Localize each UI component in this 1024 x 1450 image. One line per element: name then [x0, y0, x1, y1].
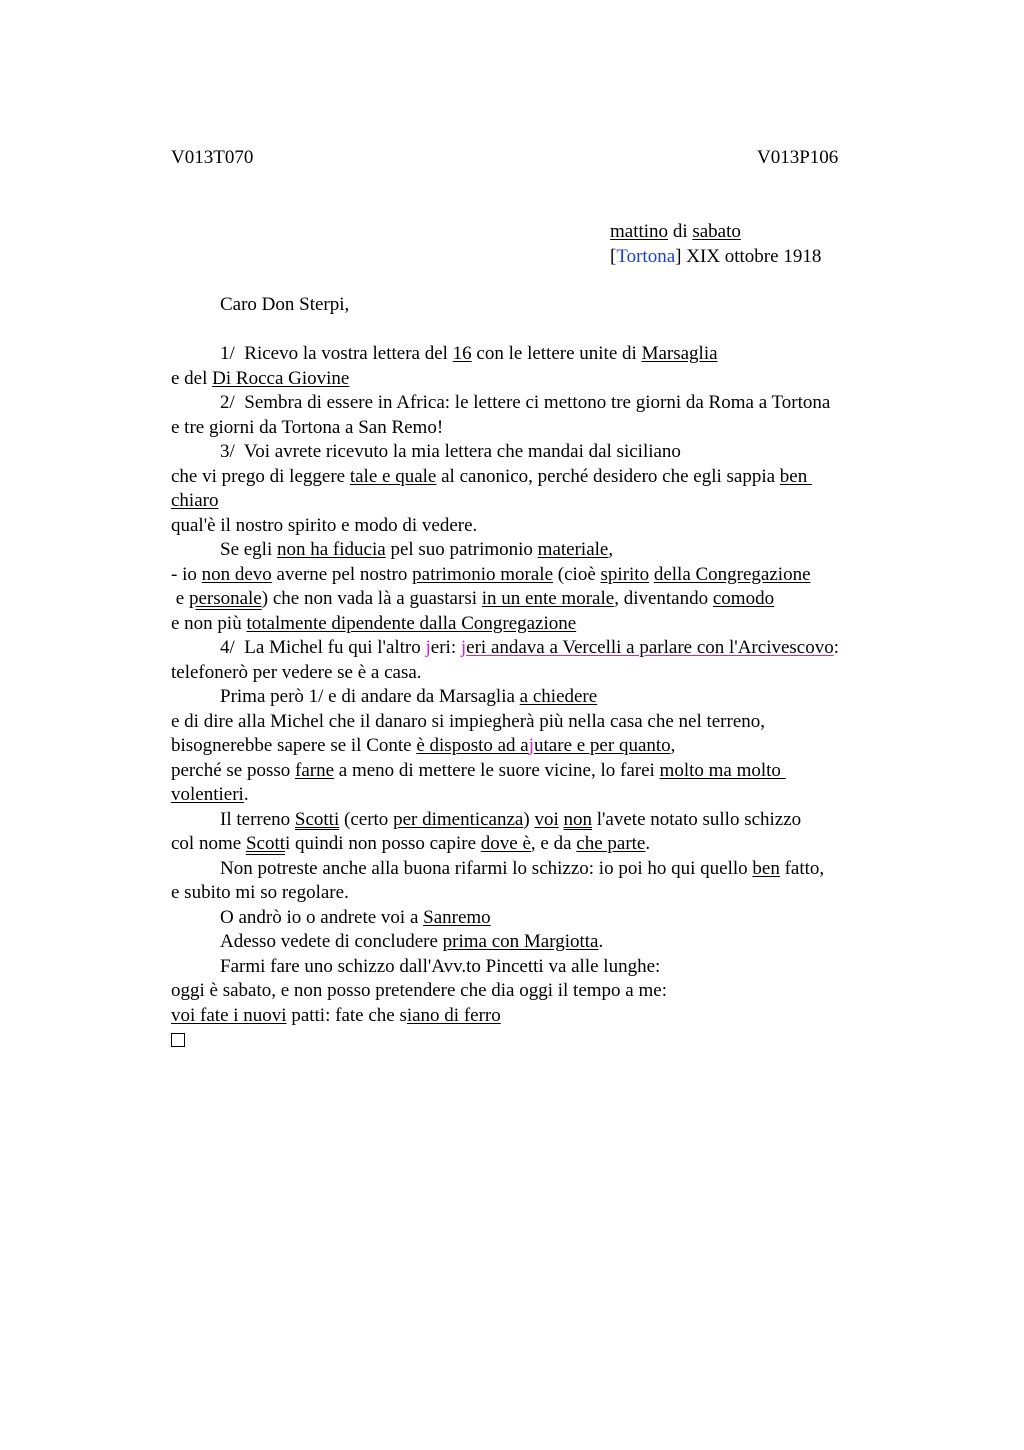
- letter-line: telefonerò per vedere se è a casa.: [171, 661, 422, 683]
- text: con le lettere unite di: [471, 343, 642, 364]
- text: Se egli: [220, 539, 277, 560]
- underlined-text: voi fate i nuovi: [171, 1004, 287, 1026]
- text: bisognerebbe sapere se il Conte: [171, 735, 417, 756]
- underlined-text: che parte: [576, 833, 646, 854]
- text: , diventando: [614, 588, 713, 609]
- underlined-text: volentieri: [171, 784, 244, 805]
- letter-line: e subito mi so regolare.: [171, 882, 349, 903]
- text: Non potreste anche alla buona rifarmi lo schizzo: io poi ho qui quello: [220, 857, 753, 879]
- date-morning: mattino: [610, 221, 669, 242]
- text: ) che non vada là a guastarsi: [261, 588, 482, 609]
- letter-line: [171, 538, 931, 563]
- letter-body: [171, 293, 931, 1055]
- text: Adesso vedete di concludere: [220, 931, 443, 952]
- underlined-text: Marsaglia: [641, 343, 718, 364]
- text: patti: fate che s: [286, 1004, 407, 1026]
- text: 1/ Ricevo la vostra lettera del: [220, 343, 453, 364]
- underlined-text: non devo: [201, 563, 272, 585]
- underlined-text: 16: [452, 343, 472, 364]
- letter-line: [171, 563, 931, 588]
- text: ,: [670, 735, 676, 756]
- underlined-text: farne: [295, 759, 335, 781]
- highlighted-letter: j: [425, 637, 431, 658]
- text: :: [833, 637, 840, 658]
- letter-line: [171, 759, 931, 784]
- double-underlined-text: Scotti: [294, 808, 340, 830]
- text: perché se posso: [171, 759, 295, 781]
- text: fatto,: [779, 857, 825, 879]
- letter-line: [171, 857, 931, 882]
- date-line-1: [610, 220, 821, 245]
- underlined-text: spirito: [600, 563, 650, 585]
- letter-line: [171, 930, 931, 955]
- underlined-text: tale e quale: [349, 465, 437, 487]
- letter-line: [171, 906, 931, 931]
- letter-line: [171, 832, 931, 857]
- underlined-text: in un ente morale: [481, 588, 615, 609]
- text: i quindi non posso capire: [285, 833, 481, 854]
- underlined-text: chiaro: [171, 490, 219, 511]
- underlined-text: dove è: [480, 833, 531, 854]
- date-bracket-close: ]: [675, 245, 682, 267]
- text: .: [645, 833, 651, 854]
- letter-line: 2/ Sembra di essere in Africa: le lettere ci mettono tre giorni da Roma a Tortona: [220, 392, 831, 413]
- text: che vi prego di leggere: [171, 465, 350, 487]
- underlined-text: comodo: [712, 588, 775, 609]
- underlined-text: prima con Margiotta: [442, 931, 599, 952]
- text: .: [243, 784, 249, 805]
- text: Prima però 1/ e di andare da Marsaglia: [220, 686, 520, 707]
- letter-line: [171, 489, 931, 514]
- underlined-text: voi: [534, 808, 559, 830]
- underlined-text: totalmente dipendente dalla Congregazione: [246, 612, 577, 634]
- text: al canonico, perché desidero che egli sappia: [436, 465, 780, 487]
- underlined-text: Sanremo: [423, 906, 491, 928]
- double-underlined-text: non: [563, 808, 592, 830]
- double-underlined-text: personale: [188, 588, 262, 609]
- letter-line: [171, 1028, 931, 1055]
- text: - io: [171, 563, 202, 585]
- date-day: sabato: [692, 221, 741, 242]
- letter-line: e tre giorni da Tortona a San Remo!: [171, 416, 444, 438]
- date-bracket-open: [: [610, 245, 617, 267]
- text: e: [171, 588, 189, 609]
- underlined-text: molto ma molto: [659, 759, 786, 781]
- text: e del: [171, 367, 213, 389]
- text: ,: [608, 539, 614, 560]
- underlined-text: Di Rocca Giovine: [212, 367, 350, 389]
- document-code-left: V013T070: [171, 147, 254, 168]
- underlined-text: non ha fiducia: [277, 539, 386, 560]
- text: , e da: [530, 833, 577, 854]
- text: 4/ La Michel fu qui l'altro: [220, 637, 426, 658]
- text: a meno di mettere le suore vicine, lo farei: [334, 759, 660, 781]
- letter-line: [171, 465, 931, 490]
- date-text: di: [668, 221, 693, 242]
- underlined-text: a chiedere: [519, 686, 598, 707]
- underlined-text: patrimonio morale: [412, 563, 554, 585]
- text: pel suo patrimonio: [385, 539, 538, 560]
- text: Il terreno: [220, 808, 295, 830]
- text: col nome: [171, 833, 246, 854]
- salutation: Caro Don Sterpi,: [220, 294, 350, 315]
- underlined-text: ben: [752, 857, 780, 879]
- text: O andrò io o andrete voi a: [220, 906, 424, 928]
- text: eri:: [430, 637, 461, 658]
- letter-line: [171, 342, 931, 367]
- underlined-text: eri andava a Vercelli a parlare con l'Arcivescovo: [466, 637, 834, 658]
- underlined-text: è disposto ad a: [416, 735, 529, 756]
- highlighted-letter: j: [460, 637, 467, 658]
- date-place: Tortona: [616, 245, 676, 267]
- underlined-text: per dimenticanza: [393, 808, 524, 830]
- text: averne pel nostro: [271, 563, 413, 585]
- text: (cioè: [553, 563, 601, 585]
- double-underlined-text: Scott: [245, 833, 285, 854]
- empty-box-icon: [171, 1033, 185, 1047]
- text: e non più: [171, 612, 247, 634]
- page-code-right: V013P106: [757, 147, 839, 168]
- underlined-text: iano di ferro: [406, 1004, 501, 1026]
- underlined-text: materiale: [537, 539, 609, 560]
- underlined-text: utare e per quanto: [534, 735, 671, 756]
- date-value: XIX ottobre 1918: [681, 245, 822, 267]
- underlined-text: della Congregazione: [653, 563, 811, 585]
- letter-line: [171, 685, 931, 710]
- letter-line: e di dire alla Michel che il danaro si impiegherà più nella casa che nel terreno,: [171, 710, 766, 732]
- letter-line: oggi è sabato, e non posso pretendere che dia oggi il tempo a me:: [171, 980, 667, 1001]
- letter-line: [171, 636, 931, 661]
- letter-line: [171, 367, 931, 392]
- letter-line: [171, 808, 931, 833]
- highlighted-letter: j: [528, 735, 535, 756]
- text: (certo: [339, 808, 394, 830]
- letter-line: [171, 587, 931, 612]
- text: ): [523, 808, 535, 830]
- letter-line: [171, 1004, 931, 1029]
- date-block: [610, 220, 821, 269]
- text: .: [598, 931, 604, 952]
- letter-line: [171, 734, 931, 759]
- letter-line: [171, 783, 931, 808]
- date-line-2: [610, 245, 821, 270]
- letter-line: Farmi fare uno schizzo dall'Avv.to Pincetti va alle lunghe:: [220, 955, 661, 977]
- paragraph-gap: [171, 318, 931, 343]
- letter-line: qual'è il nostro spirito e modo di vedere.: [171, 514, 478, 536]
- text: l'avete notato sullo schizzo: [591, 808, 802, 830]
- letter-line: 3/ Voi avrete ricevuto la mia lettera che mandai dal siciliano: [220, 441, 681, 462]
- letter-line: [171, 612, 931, 637]
- underlined-text: ben: [779, 465, 812, 487]
